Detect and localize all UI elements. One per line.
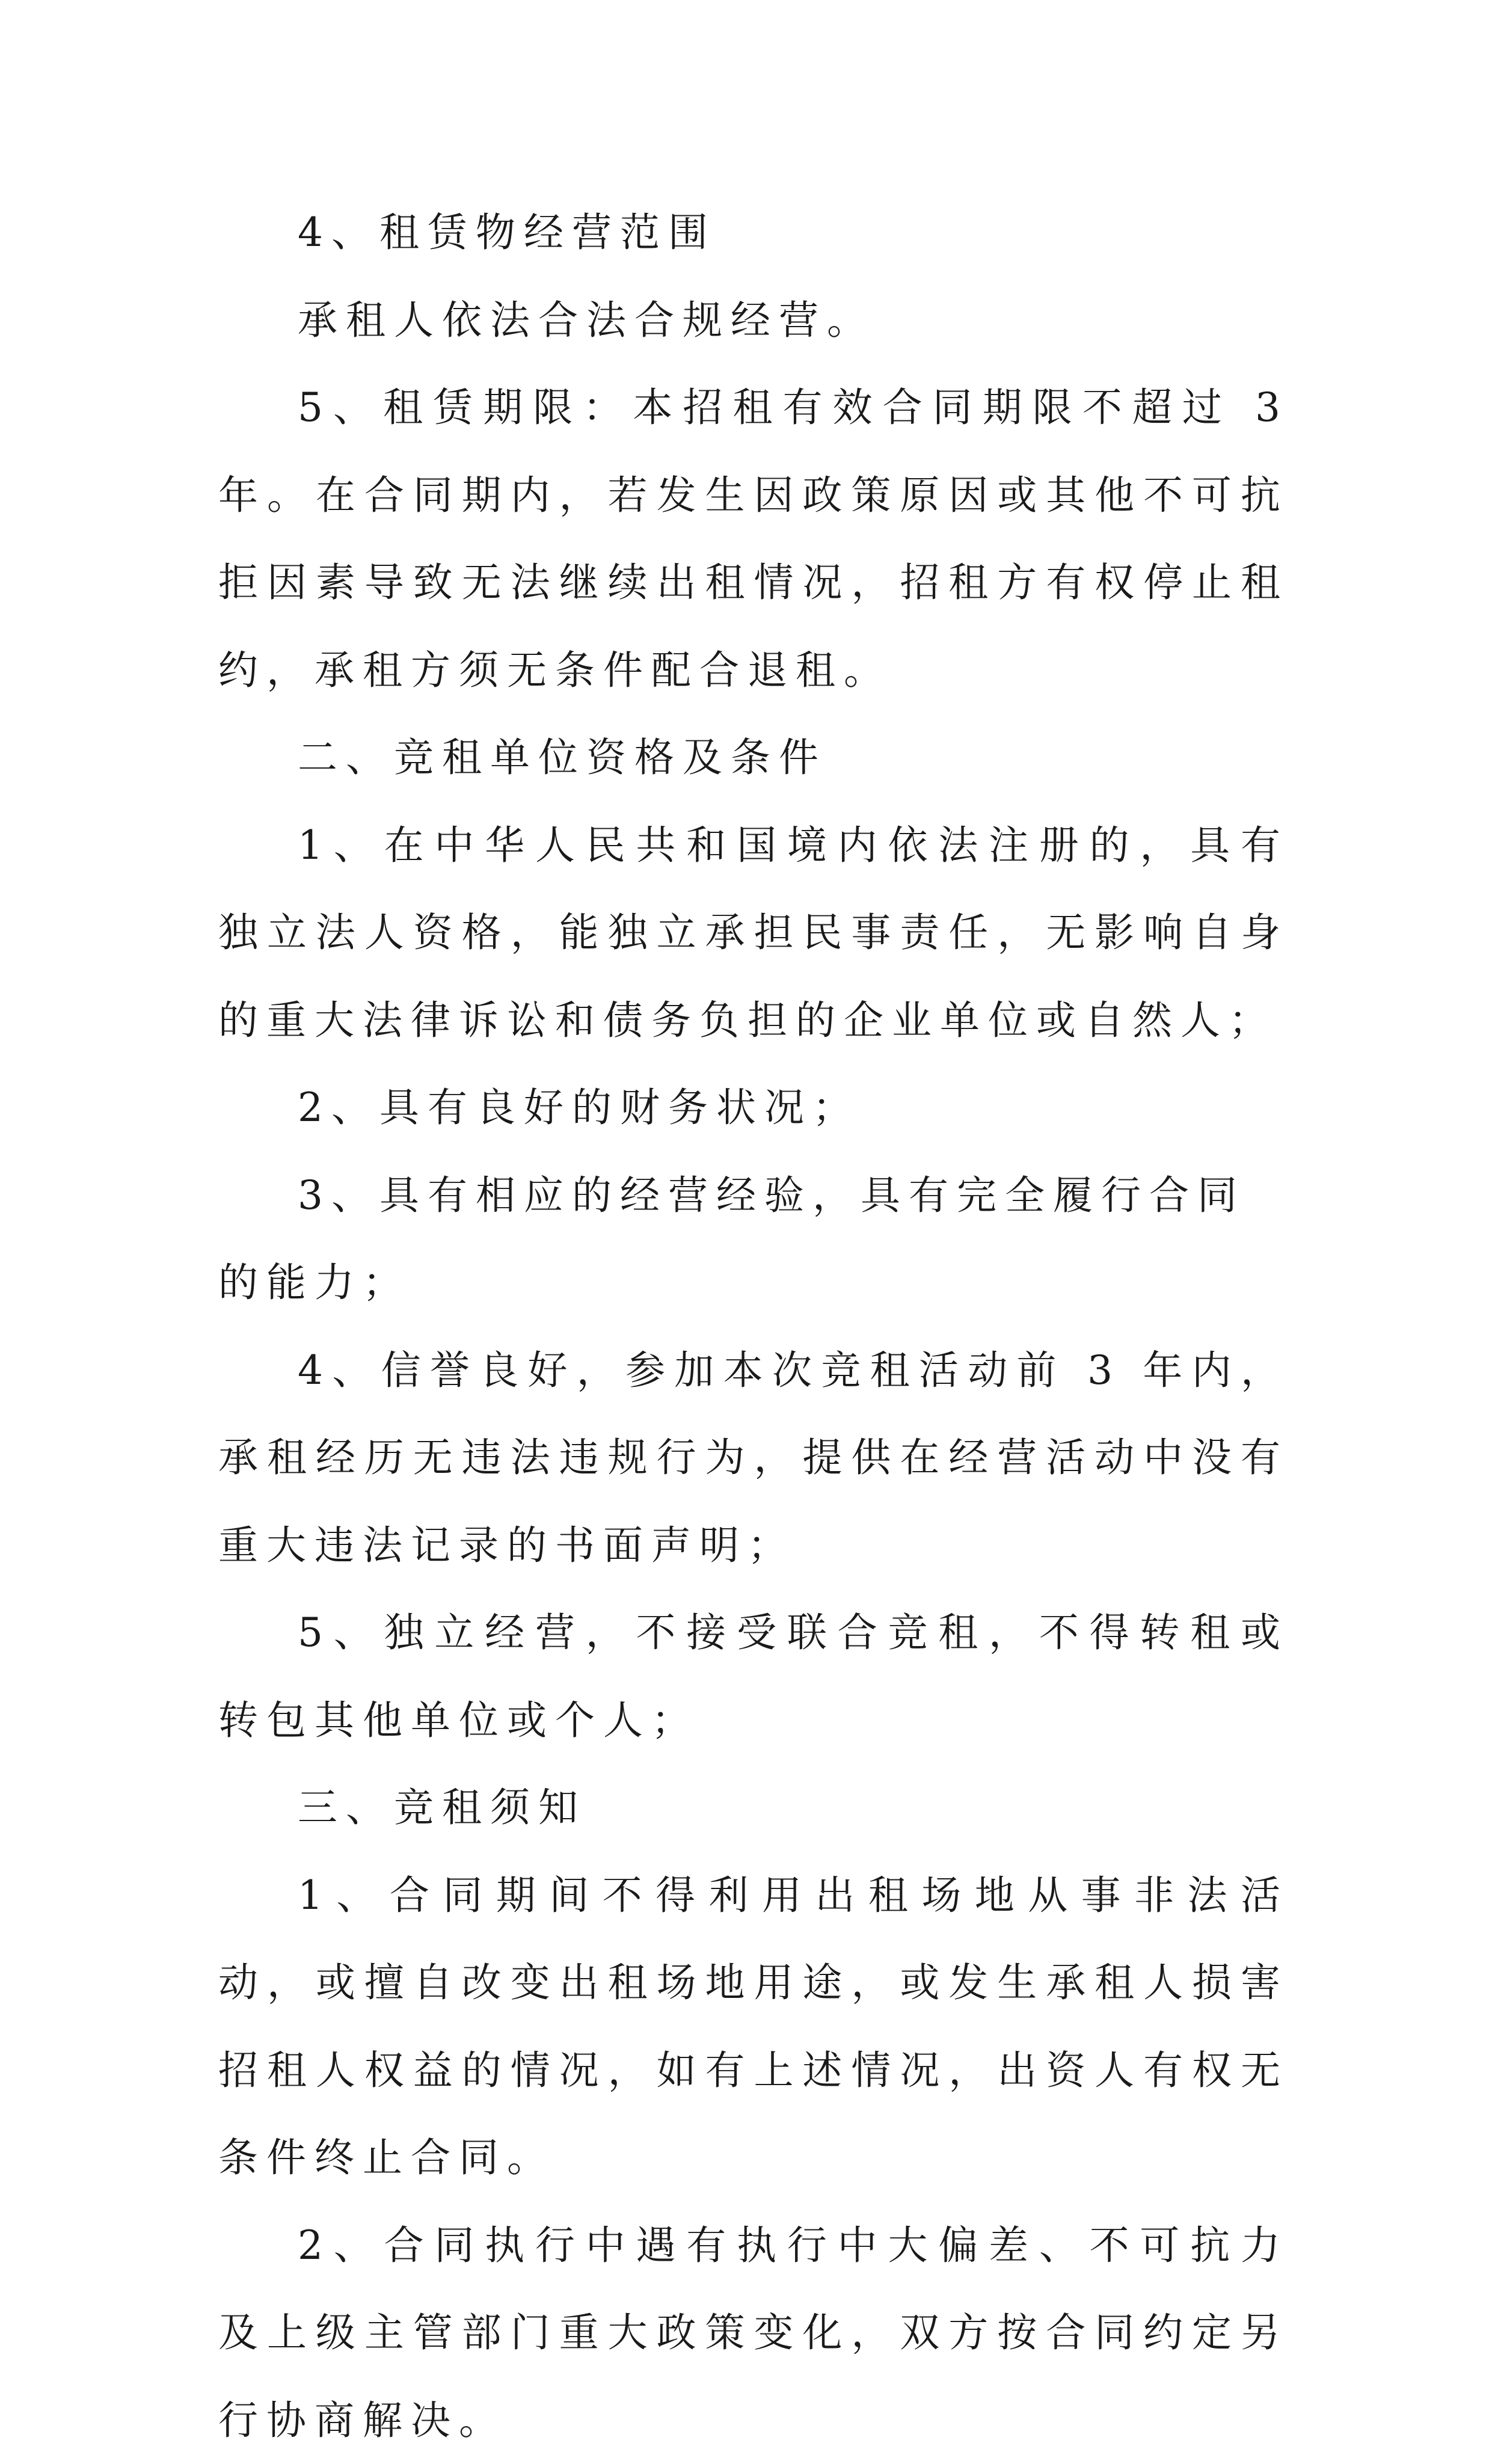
paragraph-lease-scope-text: 承租人依法合法合规经营。 [218, 277, 1289, 364]
paragraph-notice-1: 1、合同期间不得利用出租场地从事非法活动，或擅自改变出租场地用途，或发生承租人损害招租人权益的情况，如有上述情况，出资人有权无条件终止合同。 [218, 1852, 1289, 2202]
paragraph-lease-term: 5、租赁期限：本招租有效合同期限不超过 3 年。在合同期内，若发生因政策原因或其他不可抗拒因素导致无法继续出租情况，招租方有权停止租约，承租方须无条件配合退租。 [218, 364, 1289, 714]
paragraph-lease-scope-heading: 4、租赁物经营范围 [218, 189, 1289, 277]
paragraph-qualification-3: 3、具有相应的经营经验，具有完全履行合同的能力； [218, 1152, 1289, 1327]
section-heading-qualifications: 二、竞租单位资格及条件 [218, 714, 1289, 802]
paragraph-qualification-5: 5、独立经营，不接受联合竞租，不得转租或转包其他单位或个人； [218, 1589, 1289, 1764]
paragraph-qualification-2: 2、具有良好的财务状况； [218, 1064, 1289, 1152]
paragraph-qualification-4: 4、信誉良好，参加本次竞租活动前 3 年内，承租经历无违法违规行为，提供在经营活动中没有重大违法记录的书面声明； [218, 1327, 1289, 1590]
paragraph-notice-2: 2、合同执行中遇有执行中大偏差、不可抗力及上级主管部门重大政策变化，双方按合同约定另行协商解决。 [218, 2202, 1289, 2464]
document-body [218, 189, 1289, 2464]
paragraph-qualification-1: 1、在中华人民共和国境内依法注册的，具有独立法人资格，能独立承担民事责任，无影响自身的重大法律诉讼和债务负担的企业单位或自然人； [218, 802, 1289, 1065]
section-heading-notice: 三、竞租须知 [218, 1764, 1289, 1852]
